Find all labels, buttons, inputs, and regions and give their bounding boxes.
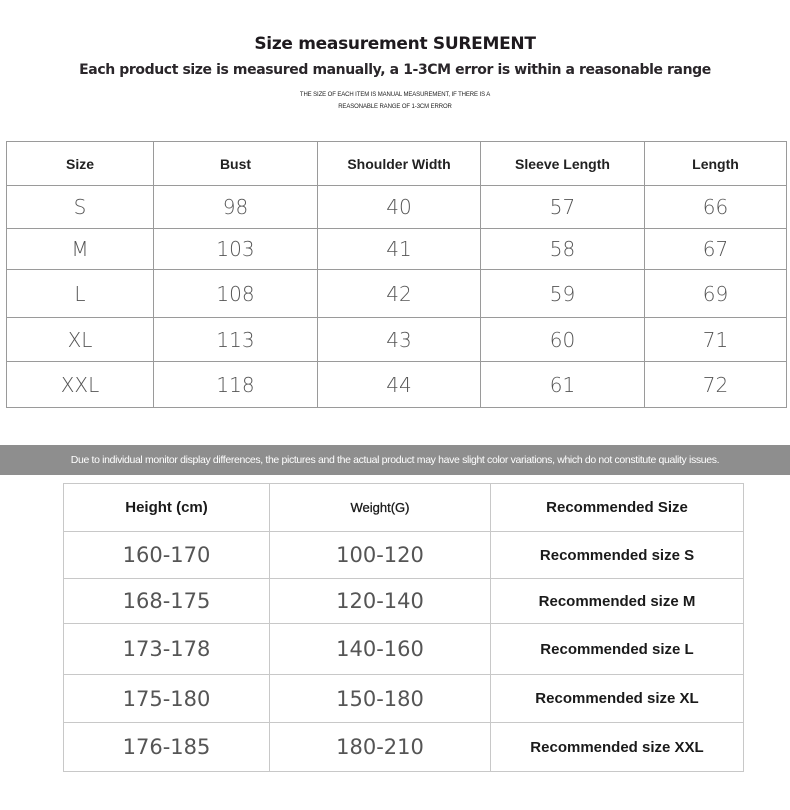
recommend-table-header-row <box>64 484 744 532</box>
header-size: Size <box>7 142 154 186</box>
cell-height: 176-185 <box>64 723 270 772</box>
header-weight: Weight(G) <box>270 484 491 532</box>
header-bust: Bust <box>154 142 318 186</box>
cell-size: L <box>7 270 154 318</box>
header-sleeve-length: Sleeve Length <box>481 142 645 186</box>
header-height: Height (cm) <box>64 484 270 532</box>
cell-recommended-size: Recommended size M <box>491 579 744 624</box>
cell-sleeve-length: 60 <box>481 318 645 362</box>
table-row <box>7 362 787 408</box>
cell-recommended-size: Recommended size XXL <box>491 723 744 772</box>
cell-shoulder-width: 44 <box>318 362 481 408</box>
cell-bust: 103 <box>154 229 318 270</box>
cell-length: 72 <box>645 362 787 408</box>
cell-shoulder-width: 40 <box>318 186 481 229</box>
table-row <box>64 532 744 579</box>
cell-sleeve-length: 59 <box>481 270 645 318</box>
cell-bust: 108 <box>154 270 318 318</box>
table-row <box>7 318 787 362</box>
cell-weight: 120-140 <box>270 579 491 624</box>
cell-sleeve-length: 58 <box>481 229 645 270</box>
cell-weight: 150-180 <box>270 675 491 723</box>
cell-size: XL <box>7 318 154 362</box>
header-shoulder-width: Shoulder Width <box>318 142 481 186</box>
cell-bust: 118 <box>154 362 318 408</box>
header-recommended-size: Recommended Size <box>491 484 744 532</box>
cell-size: XXL <box>7 362 154 408</box>
cell-length: 69 <box>645 270 787 318</box>
table-row <box>64 624 744 675</box>
cell-shoulder-width: 41 <box>318 229 481 270</box>
table-row <box>64 675 744 723</box>
cell-recommended-size: Recommended size L <box>491 624 744 675</box>
cell-length: 66 <box>645 186 787 229</box>
recommended-size-table <box>63 483 744 772</box>
cell-weight: 180-210 <box>270 723 491 772</box>
cell-weight: 140-160 <box>270 624 491 675</box>
page-title: Size measurement SUREMENT <box>254 34 536 54</box>
color-disclaimer-banner: Due to individual monitor display differences, the pictures and the actual product may have slight color variations, which do not constitute quality issues. <box>0 445 790 475</box>
table-row <box>7 186 787 229</box>
cell-size: S <box>7 186 154 229</box>
cell-height: 160-170 <box>64 532 270 579</box>
cell-size: M <box>7 229 154 270</box>
cell-bust: 98 <box>154 186 318 229</box>
table-row <box>64 723 744 772</box>
cell-recommended-size: Recommended size S <box>491 532 744 579</box>
size-table <box>6 141 787 408</box>
cell-height: 168-175 <box>64 579 270 624</box>
header-length: Length <box>645 142 787 186</box>
page-subtitle: Each product size is measured manually, a 1-3CM error is within a reasonable range <box>79 62 711 78</box>
size-table-header-row <box>7 142 787 186</box>
cell-length: 71 <box>645 318 787 362</box>
table-row <box>7 270 787 318</box>
measurement-note-line2: REASONABLE RANGE OF 1-3CM ERROR <box>338 104 452 110</box>
cell-bust: 113 <box>154 318 318 362</box>
cell-height: 175-180 <box>64 675 270 723</box>
cell-sleeve-length: 57 <box>481 186 645 229</box>
measurement-note-line1: THE SIZE OF EACH ITEM IS MANUAL MEASUREMENT, IF THERE IS A <box>299 92 491 98</box>
cell-recommended-size: Recommended size XL <box>491 675 744 723</box>
cell-height: 173-178 <box>64 624 270 675</box>
cell-weight: 100-120 <box>270 532 491 579</box>
cell-shoulder-width: 42 <box>318 270 481 318</box>
cell-length: 67 <box>645 229 787 270</box>
cell-sleeve-length: 61 <box>481 362 645 408</box>
table-row <box>64 579 744 624</box>
cell-shoulder-width: 43 <box>318 318 481 362</box>
table-row <box>7 229 787 270</box>
